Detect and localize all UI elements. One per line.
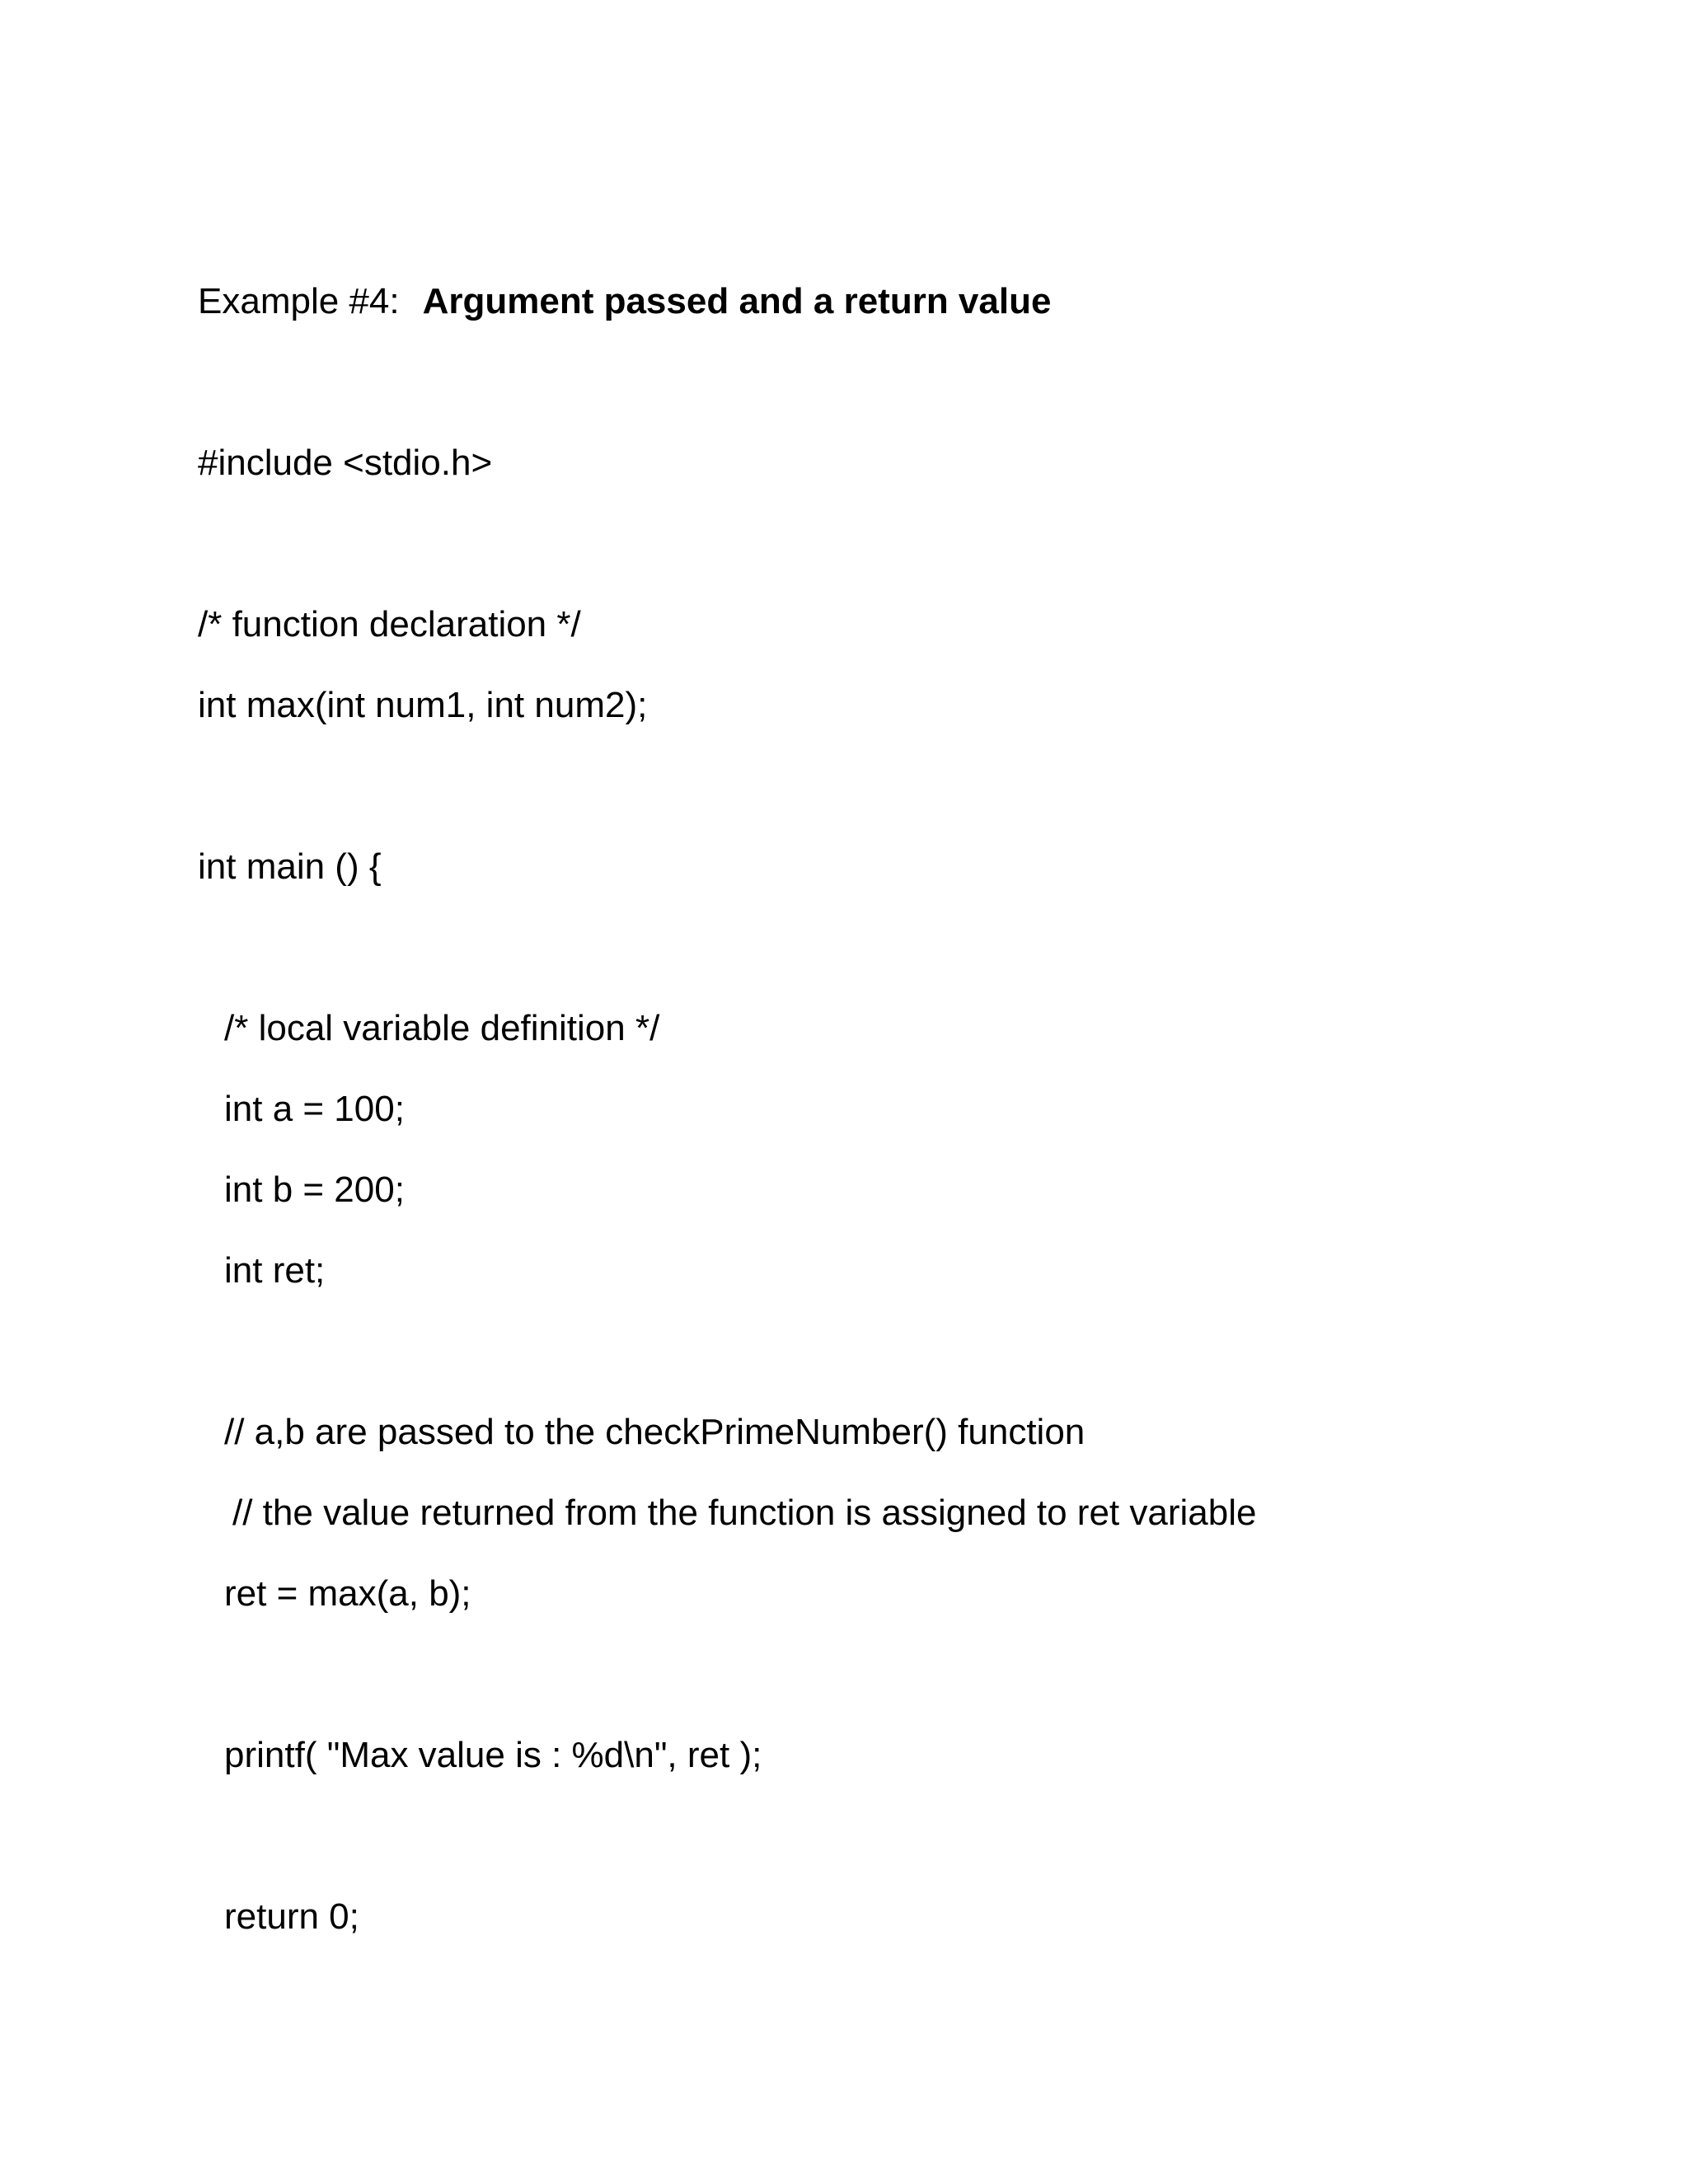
code-line-return: return 0; [224,1896,359,1937]
code-line-comment-return: // the value returned from the function is assigned to ret variable [232,1493,1257,1533]
code-line-comment-args: // a,b are passed to the checkPrimeNumber() function [224,1412,1085,1452]
code-line-var-a: int a = 100; [224,1089,405,1129]
code-line-comment-locals: /* local variable definition */ [224,1008,660,1048]
example-number: Example #4: [198,281,400,321]
code-line-main-signature: int main () { [198,846,382,887]
code-line-var-ret: int ret; [224,1250,326,1291]
code-line-call-max: ret = max(a, b); [224,1573,471,1614]
code-line-printf: printf( "Max value is : %d\n", ret ); [224,1735,762,1775]
example-heading [198,279,1051,325]
code-line-var-b: int b = 200; [224,1169,405,1210]
code-line-function-prototype: int max(int num1, int num2); [198,685,648,725]
code-line-comment-declaration: /* function declaration */ [198,604,581,644]
code-line-include: #include <stdio.h> [198,443,493,483]
example-title: Argument passed and a return value [422,281,1052,321]
